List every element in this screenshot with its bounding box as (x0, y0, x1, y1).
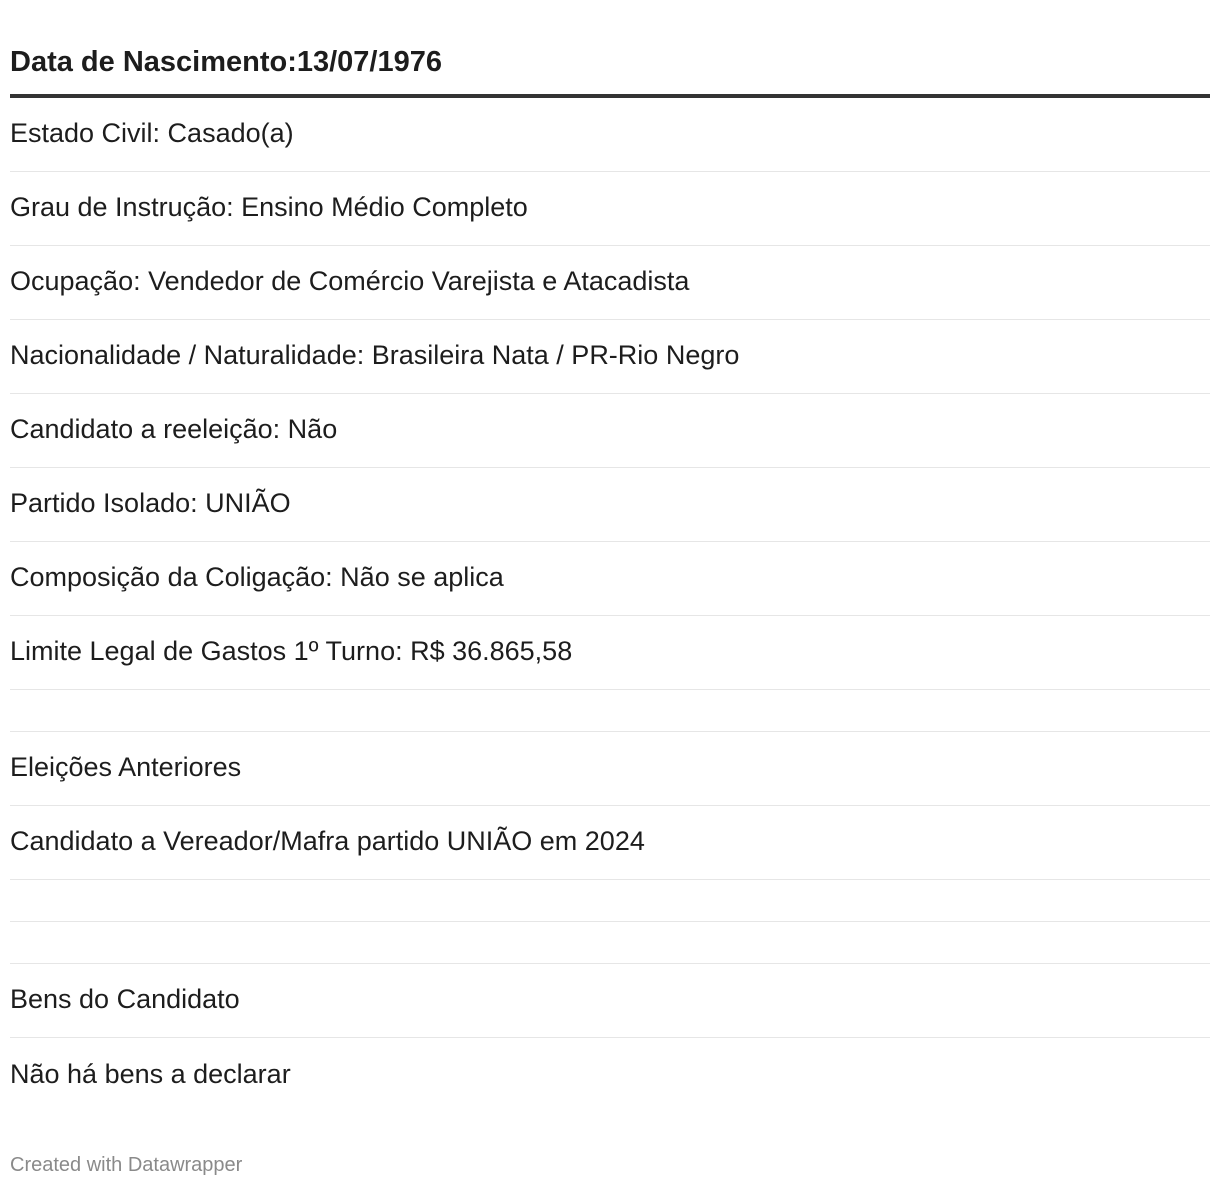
table-row-previous-elections-title: Eleições Anteriores (10, 732, 1210, 806)
table-row-marital-status: Estado Civil: Casado(a) (10, 98, 1210, 172)
table-row-empty (10, 880, 1210, 922)
table-row-spending-limit: Limite Legal de Gastos 1º Turno: R$ 36.865,58 (10, 616, 1210, 690)
table-row-empty (10, 690, 1210, 732)
table-row-education: Grau de Instrução: Ensino Médio Completo (10, 172, 1210, 246)
table-row-assets-none: Não há bens a declarar (10, 1058, 291, 1089)
table-row-occupation: Ocupação: Vendedor de Comércio Varejista e Atacadista (10, 246, 1210, 320)
datawrapper-credit: Created with Datawrapper (10, 1154, 243, 1176)
table-row-coalition: Composição da Coligação: Não se aplica (10, 542, 1210, 616)
table-row-assets-title: Bens do Candidato (10, 964, 1210, 1038)
info-table (10, 28, 1210, 1112)
table-row-previous-election-2024: Candidato a Vereador/Mafra partido UNIÃO em 2024 (10, 806, 1210, 880)
table-row-empty (10, 922, 1210, 964)
table-row-party: Partido Isolado: UNIÃO (10, 468, 1210, 542)
table-row-nationality: Nacionalidade / Naturalidade: Brasileira Nata / PR-Rio Negro (10, 320, 1210, 394)
table-row-reelection: Candidato a reeleição: Não (10, 394, 1210, 468)
table-header-birthdate: Data de Nascimento:13/07/1976 (10, 28, 1210, 98)
